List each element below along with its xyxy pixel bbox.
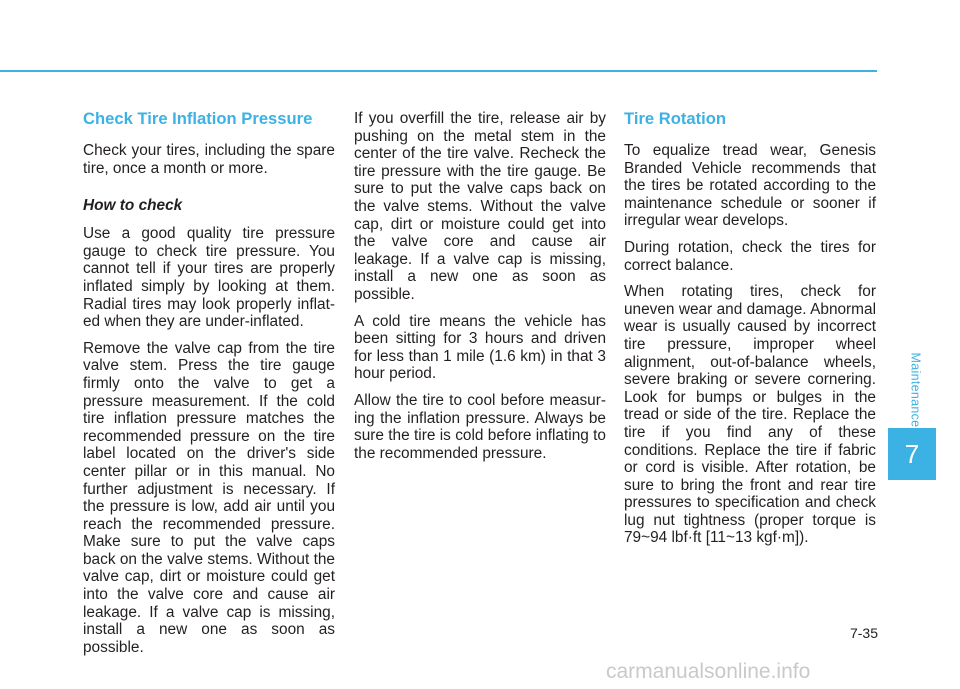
right-column: [624, 108, 876, 556]
body-paragraph: A cold tire means the vehicle has been sitting for 3 hours and driven for less than 1 mile (1.6 km) in that 3 hour period.: [354, 312, 606, 383]
middle-column: [354, 110, 606, 471]
section-side-label: [895, 340, 935, 440]
section-label-text: Maintenance: [908, 352, 923, 428]
header-rule: [0, 70, 877, 72]
body-paragraph: Allow the tire to cool before measuring the inflation pressure. Always be sure the tire is cold before inflating to the recommended pressure.: [354, 391, 606, 462]
section-heading-rotation: Tire Rotation: [624, 109, 727, 128]
chapter-number: 7: [904, 439, 920, 469]
section-heading-inflation: Check Tire Inflation Pressure: [83, 109, 313, 128]
watermark: carmanualsonline.info: [606, 660, 811, 683]
body-paragraph: To equalize tread wear, Genesis Branded Vehicle recommends that the tires be rotated according to the maintenance schedule or sooner if irregular wear develops.: [624, 142, 876, 230]
body-paragraph: If you overfill the tire, release air by pushing on the metal stem in the center of the tire valve. Recheck the tire pressure with the tire gauge. Be sure to put the valve caps back on the valve stems. Without the valve cap, dirt or moisture could get into the valve core and cause air leakage. If a valve cap is missing, install a new one as soon as possible.: [354, 110, 606, 303]
body-paragraph: Use a good quality tire pressure gauge to check tire pressure. You cannot tell if your tires are properly inflated simply by looking at them. Radial tires may look properly inflated when they are under-inflated.: [83, 225, 335, 331]
body-paragraph: When rotating tires, check for uneven wear and damage. Abnormal wear is usually caused by incorrect tire pressure, improper wheel alignment, out-of-balance wheels, severe braking or severe cornering. Look for bumps or bulges in the tread or side of the tire. Replace the tire if you find any of these conditions. Replace the tire if fabric or cord is visible. After rotation, be sure to bring the front and rear tire pressures to specification and check lug nut tightness (proper torque is 79~94 lbf·ft [11~13 kgf·m]).: [624, 283, 876, 547]
body-paragraph: Remove the valve cap from the tire valve stem. Press the tire gauge firmly onto the valve to get a pressure measurement. If the cold tire inflation pressure matches the recommended pressure on the tire label located on the driver's side center pillar or in this manual. No further adjustment is necessary. If the pressure is low, add air until you reach the recommended pressure. Make sure to put the valve caps back on the valve stems. Without the valve cap, dirt or moisture could get into the valve core and cause air leakage. If a valve cap is missing, install a new one as soon as possible.: [83, 339, 335, 656]
subheading-how-to-check: How to check: [83, 197, 183, 215]
chapter-tab: [888, 428, 936, 480]
body-paragraph: During rotation, check the tires for correct balance.: [624, 238, 876, 274]
left-column: [83, 108, 335, 665]
intro-paragraph: Check your tires, including the spare tire, once a month or more.: [83, 142, 335, 177]
page-number: 7-35: [849, 625, 878, 641]
